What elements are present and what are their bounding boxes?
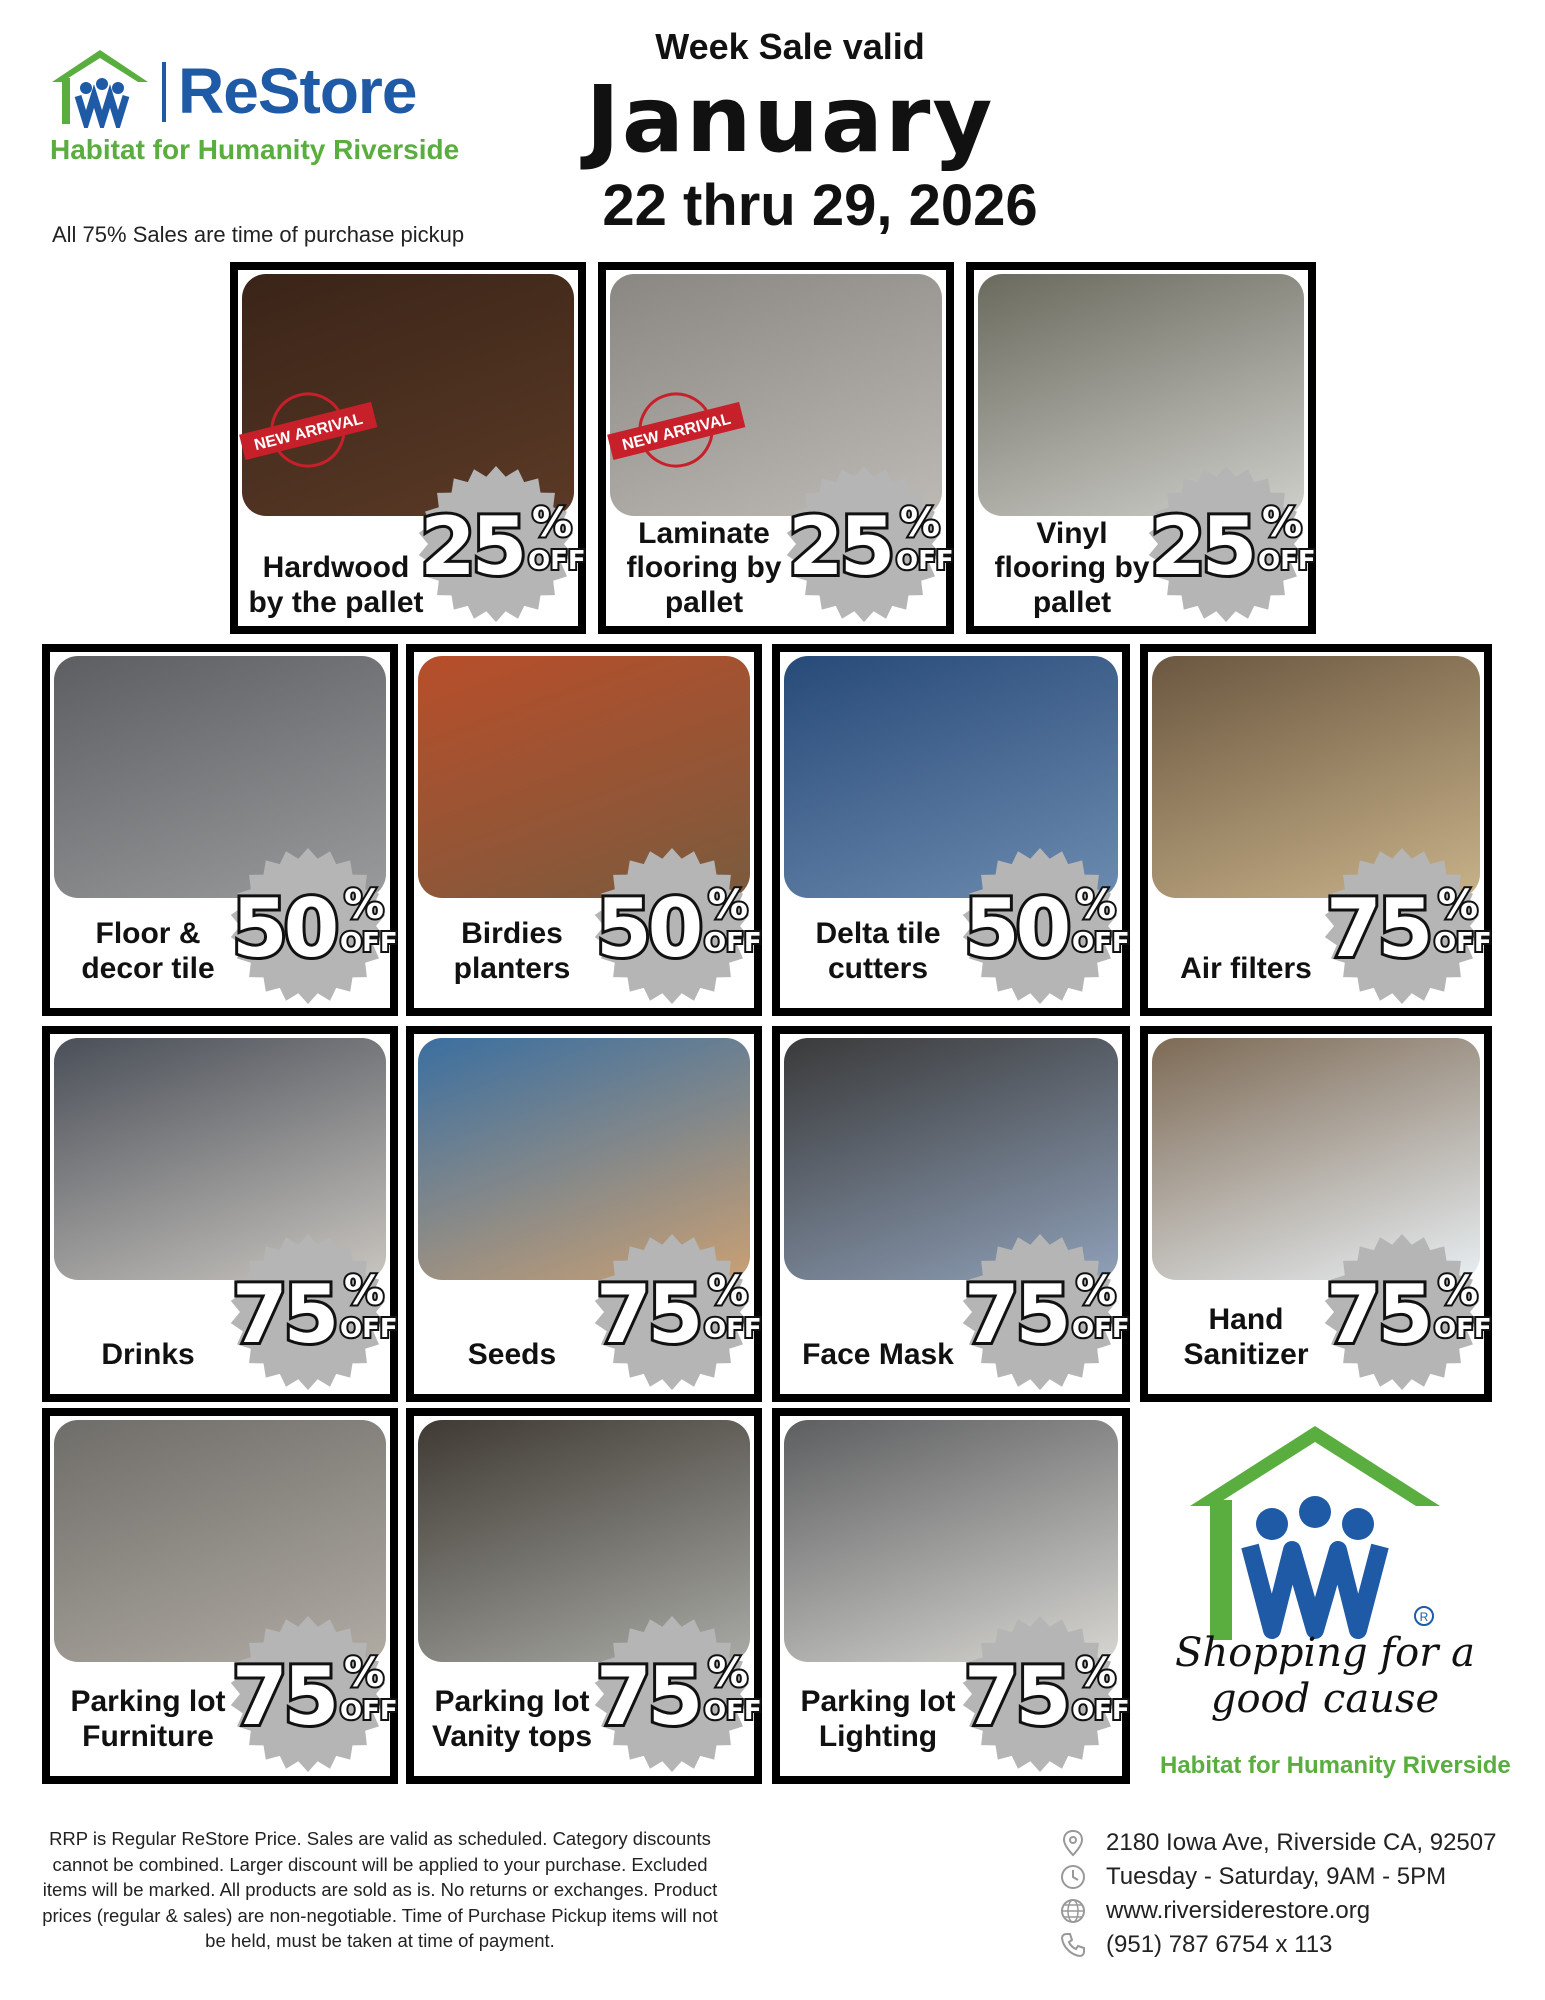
sale-card (772, 1408, 1130, 1784)
discount-value: 75 (596, 1268, 700, 1361)
off-label: OFF (704, 928, 762, 958)
sale-card (772, 644, 1130, 1016)
off-label: OFF (340, 1696, 398, 1726)
off-label: OFF (1434, 928, 1492, 958)
item-label: Parking lot Furniture (70, 1685, 226, 1753)
off-label: OFF (528, 546, 586, 576)
discount-badge (592, 1232, 762, 1392)
location-pin-icon (1058, 1828, 1088, 1858)
discount-badge (228, 1614, 398, 1774)
item-label: Face Mask (802, 1337, 954, 1371)
new-arrival-stamp (606, 390, 746, 470)
off-label: OFF (896, 546, 954, 576)
discount-value: 25 (420, 500, 524, 593)
hours-text: Tuesday - Saturday, 9AM - 5PM (1106, 1863, 1447, 1890)
off-label: OFF (1258, 546, 1316, 576)
svg-text:R: R (1419, 1610, 1429, 1624)
discount-value: 75 (964, 1650, 1068, 1743)
discount-badge (228, 1232, 398, 1392)
item-label: Air filters (1180, 951, 1312, 985)
month-title: January (585, 66, 995, 173)
item-label: Floor & decor tile (81, 917, 215, 985)
off-label: OFF (1072, 1314, 1130, 1344)
sale-card (772, 1026, 1130, 1402)
discount-value: 75 (232, 1650, 336, 1743)
off-label: OFF (340, 1314, 398, 1344)
globe-icon (1058, 1896, 1088, 1926)
website-row (1058, 1894, 1528, 1928)
address-text: 2180 Iowa Ave, Riverside CA, 92507 (1106, 1829, 1497, 1856)
item-label: Parking lot Lighting (800, 1685, 956, 1753)
tagline-line-1: Shopping for a (1175, 1630, 1475, 1676)
discount-badge (960, 846, 1130, 1006)
tagline (1160, 1630, 1490, 1722)
pickup-note: All 75% Sales are time of purchase pickup (52, 222, 465, 247)
clock-icon (1058, 1862, 1088, 1892)
logo-subtitle: Habitat for Humanity Riverside (50, 134, 460, 165)
hours-row (1058, 1860, 1528, 1894)
off-label: OFF (704, 1696, 762, 1726)
percent-sign: % (1262, 500, 1303, 546)
logo-divider (162, 62, 166, 122)
off-label: OFF (1434, 1314, 1492, 1344)
discount-badge (960, 1232, 1130, 1392)
phone-text: (951) 787 6754 x 113 (1106, 1931, 1333, 1958)
discount-badge (784, 464, 954, 624)
discount-badge (592, 846, 762, 1006)
new-arrival-stamp (238, 390, 378, 470)
percent-sign: % (708, 1268, 749, 1314)
item-label: Birdies planters (453, 917, 571, 985)
habitat-house-icon (50, 48, 150, 128)
discount-badge (228, 846, 398, 1006)
sale-card (42, 1026, 398, 1402)
svg-text:NEW ARRIVAL: NEW ARRIVAL (252, 410, 365, 455)
off-label: OFF (704, 1314, 762, 1344)
discount-value: 75 (596, 1650, 700, 1743)
discount-value: 25 (788, 500, 892, 593)
website-link[interactable]: www.riversiderestore.org (1106, 1897, 1371, 1924)
date-range: 22 thru 29, 2026 (602, 173, 1038, 238)
sale-card (406, 644, 762, 1016)
discount-value: 50 (596, 882, 700, 975)
item-label: Seeds (467, 1337, 557, 1371)
discount-value: 50 (964, 882, 1068, 975)
discount-value: 75 (1326, 1268, 1430, 1361)
discount-value: 50 (232, 882, 336, 975)
habitat-house-large-icon (1180, 1420, 1450, 1650)
phone-row (1058, 1928, 1528, 1962)
percent-sign: % (1076, 882, 1117, 928)
percent-sign: % (344, 882, 385, 928)
sale-card (406, 1408, 762, 1784)
percent-sign: % (344, 1268, 385, 1314)
week-label: Week Sale valid (655, 26, 925, 67)
sale-card (42, 644, 398, 1016)
percent-sign: % (1076, 1268, 1117, 1314)
discount-badge (960, 1614, 1130, 1774)
percent-sign: % (1438, 1268, 1479, 1314)
phone-icon (1058, 1930, 1088, 1960)
tagline-org: Habitat for Humanity Riverside (1160, 1752, 1511, 1779)
percent-sign: % (1438, 882, 1479, 928)
percent-sign: % (532, 500, 573, 546)
discount-value: 75 (964, 1268, 1068, 1361)
logo-name: ReStore (178, 55, 417, 127)
restore-logo (50, 48, 490, 178)
item-label: Hand Sanitizer (1183, 1303, 1309, 1371)
address-row (1058, 1826, 1528, 1860)
percent-sign: % (900, 500, 941, 546)
contact-block (1058, 1826, 1528, 1962)
discount-value: 75 (232, 1268, 336, 1361)
off-label: OFF (340, 928, 398, 958)
discount-badge (1322, 846, 1492, 1006)
item-label: Parking lot Vanity tops (431, 1685, 593, 1753)
discount-badge (416, 464, 586, 624)
sale-card (1140, 644, 1492, 1016)
discount-badge (1322, 1232, 1492, 1392)
item-label: Delta tile cutters (815, 917, 941, 985)
svg-text:NEW ARRIVAL: NEW ARRIVAL (620, 410, 733, 455)
discount-badge (592, 1614, 762, 1774)
sale-card (42, 1408, 398, 1784)
sale-card (966, 262, 1316, 634)
item-label: Hardwood by the pallet (248, 551, 424, 619)
disclaimer-text: RRP is Regular ReStore Price. Sales are valid as scheduled. Category discounts cannot be combined. Larger discount will be applied to your purchase. Excluded items will be marked. All products are sold as is. No returns or exchanges. Product prices (regular & sales) are non-negotiable. Time of Purchase Pickup items will not be held, must be taken at time of payment. (42, 1828, 718, 1952)
item-label: Laminate flooring by pallet (626, 516, 782, 619)
tagline-line-2: good cause (1210, 1676, 1440, 1722)
percent-sign: % (708, 1650, 749, 1696)
percent-sign: % (708, 882, 749, 928)
discount-value: 75 (1326, 882, 1430, 975)
sale-card (230, 262, 586, 634)
off-label: OFF (1072, 1696, 1130, 1726)
sale-card (406, 1026, 762, 1402)
percent-sign: % (1076, 1650, 1117, 1696)
off-label: OFF (1072, 928, 1130, 958)
discount-badge (1146, 464, 1316, 624)
item-label: Vinyl flooring by pallet (994, 516, 1150, 619)
percent-sign: % (344, 1650, 385, 1696)
discount-value: 25 (1150, 500, 1254, 593)
sale-card (1140, 1026, 1492, 1402)
item-label: Drinks (101, 1337, 195, 1371)
sale-card (598, 262, 954, 634)
